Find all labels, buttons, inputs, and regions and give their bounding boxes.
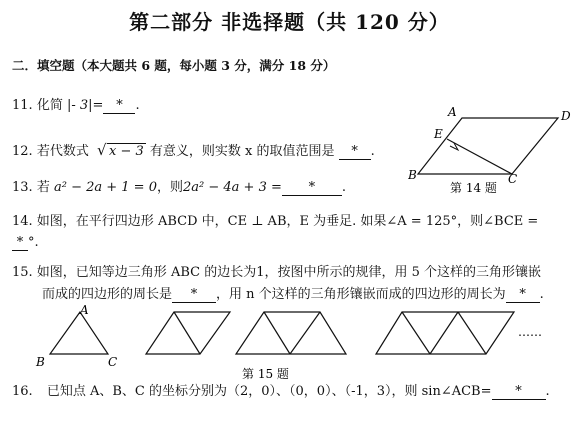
answer-blank-1[interactable]: *: [172, 287, 216, 303]
punctuation: .: [370, 144, 375, 159]
label-c: C: [508, 172, 518, 186]
answer-blank[interactable]: *: [12, 235, 28, 251]
label-c: C: [108, 355, 118, 369]
page-title: 第二部分 非选择题（共 120 分）: [129, 10, 450, 34]
question-14-line2: [12, 235, 39, 251]
question-text: 有意义，则实数 x 的取值范围是: [149, 144, 335, 159]
question-12: [12, 140, 375, 160]
caption-14: 第 14 题: [450, 181, 497, 195]
segment-ce: [447, 139, 512, 174]
sqrt-expression: [96, 141, 146, 159]
tessellation-2: [146, 312, 230, 354]
expression: 2a² − 4a + 3 =: [183, 180, 282, 195]
answer-blank[interactable]: *: [282, 180, 342, 196]
answer-blank[interactable]: *: [492, 384, 546, 400]
question-number: 12.: [12, 144, 33, 159]
radical-sign-icon: √: [96, 141, 107, 159]
question-text: ，用 n 个这样的三角形镶嵌而成的四边形的周长为: [216, 287, 506, 302]
question-13: [12, 176, 346, 196]
question-16: [12, 380, 550, 400]
punctuation: °.: [28, 235, 39, 250]
answer-blank-2[interactable]: *: [506, 287, 540, 303]
question-14-line1: 14. 如图，在平行四边形 ABCD 中，CE ⊥ AB，E 为垂足. 如果∠A = 125°，则∠BCE =: [12, 214, 539, 229]
punctuation: .: [539, 287, 544, 302]
label-b: B: [408, 168, 417, 182]
question-number: 13.: [12, 180, 33, 195]
punctuation: .: [341, 180, 347, 195]
radicand: x − 3: [108, 144, 144, 159]
caption-15: 第 15 题: [242, 367, 289, 381]
question-number: 16.: [12, 384, 33, 399]
punctuation: .: [135, 98, 140, 113]
math-expression: |- 3|=: [66, 98, 104, 113]
label-a: A: [448, 105, 457, 119]
tessellation-4: [376, 312, 514, 354]
figure-14: [408, 104, 576, 198]
question-15-line2: [42, 283, 544, 303]
question-text: 若: [36, 180, 50, 195]
label-e: E: [434, 127, 443, 141]
question-number: 11.: [12, 98, 33, 113]
equation: a² − 2a + 1 = 0: [53, 180, 157, 195]
triangle-abc: [50, 312, 108, 354]
ellipsis-dots: ……: [518, 325, 542, 339]
label-d: D: [561, 109, 571, 123]
question-text: 已知点 A、B、C 的坐标分别为（2，0）、（0，0）、（-1，3），则 sin∠ACB=: [46, 384, 492, 399]
question-text: ，则: [156, 180, 183, 195]
question-text: 若代数式: [36, 144, 89, 159]
answer-blank[interactable]: *: [339, 144, 371, 160]
question-text: 化简: [36, 98, 63, 113]
section-header: 二．填空题（本大题共 6 题，每小题 3 分，满分 18 分）: [12, 58, 336, 73]
figure-15: [30, 302, 570, 388]
label-a: A: [80, 303, 89, 317]
question-11: [12, 94, 140, 114]
question-15-line1: 15. 如图，已知等边三角形 ABC 的边长为1，按图中所示的规律，用 5 个这样的三角形镶嵌: [12, 265, 542, 280]
label-b: B: [36, 355, 45, 369]
tessellation-3: [236, 312, 346, 354]
punctuation: .: [545, 384, 550, 399]
answer-blank[interactable]: *: [103, 98, 135, 114]
question-text: 而成的四边形的周长是: [42, 287, 173, 302]
